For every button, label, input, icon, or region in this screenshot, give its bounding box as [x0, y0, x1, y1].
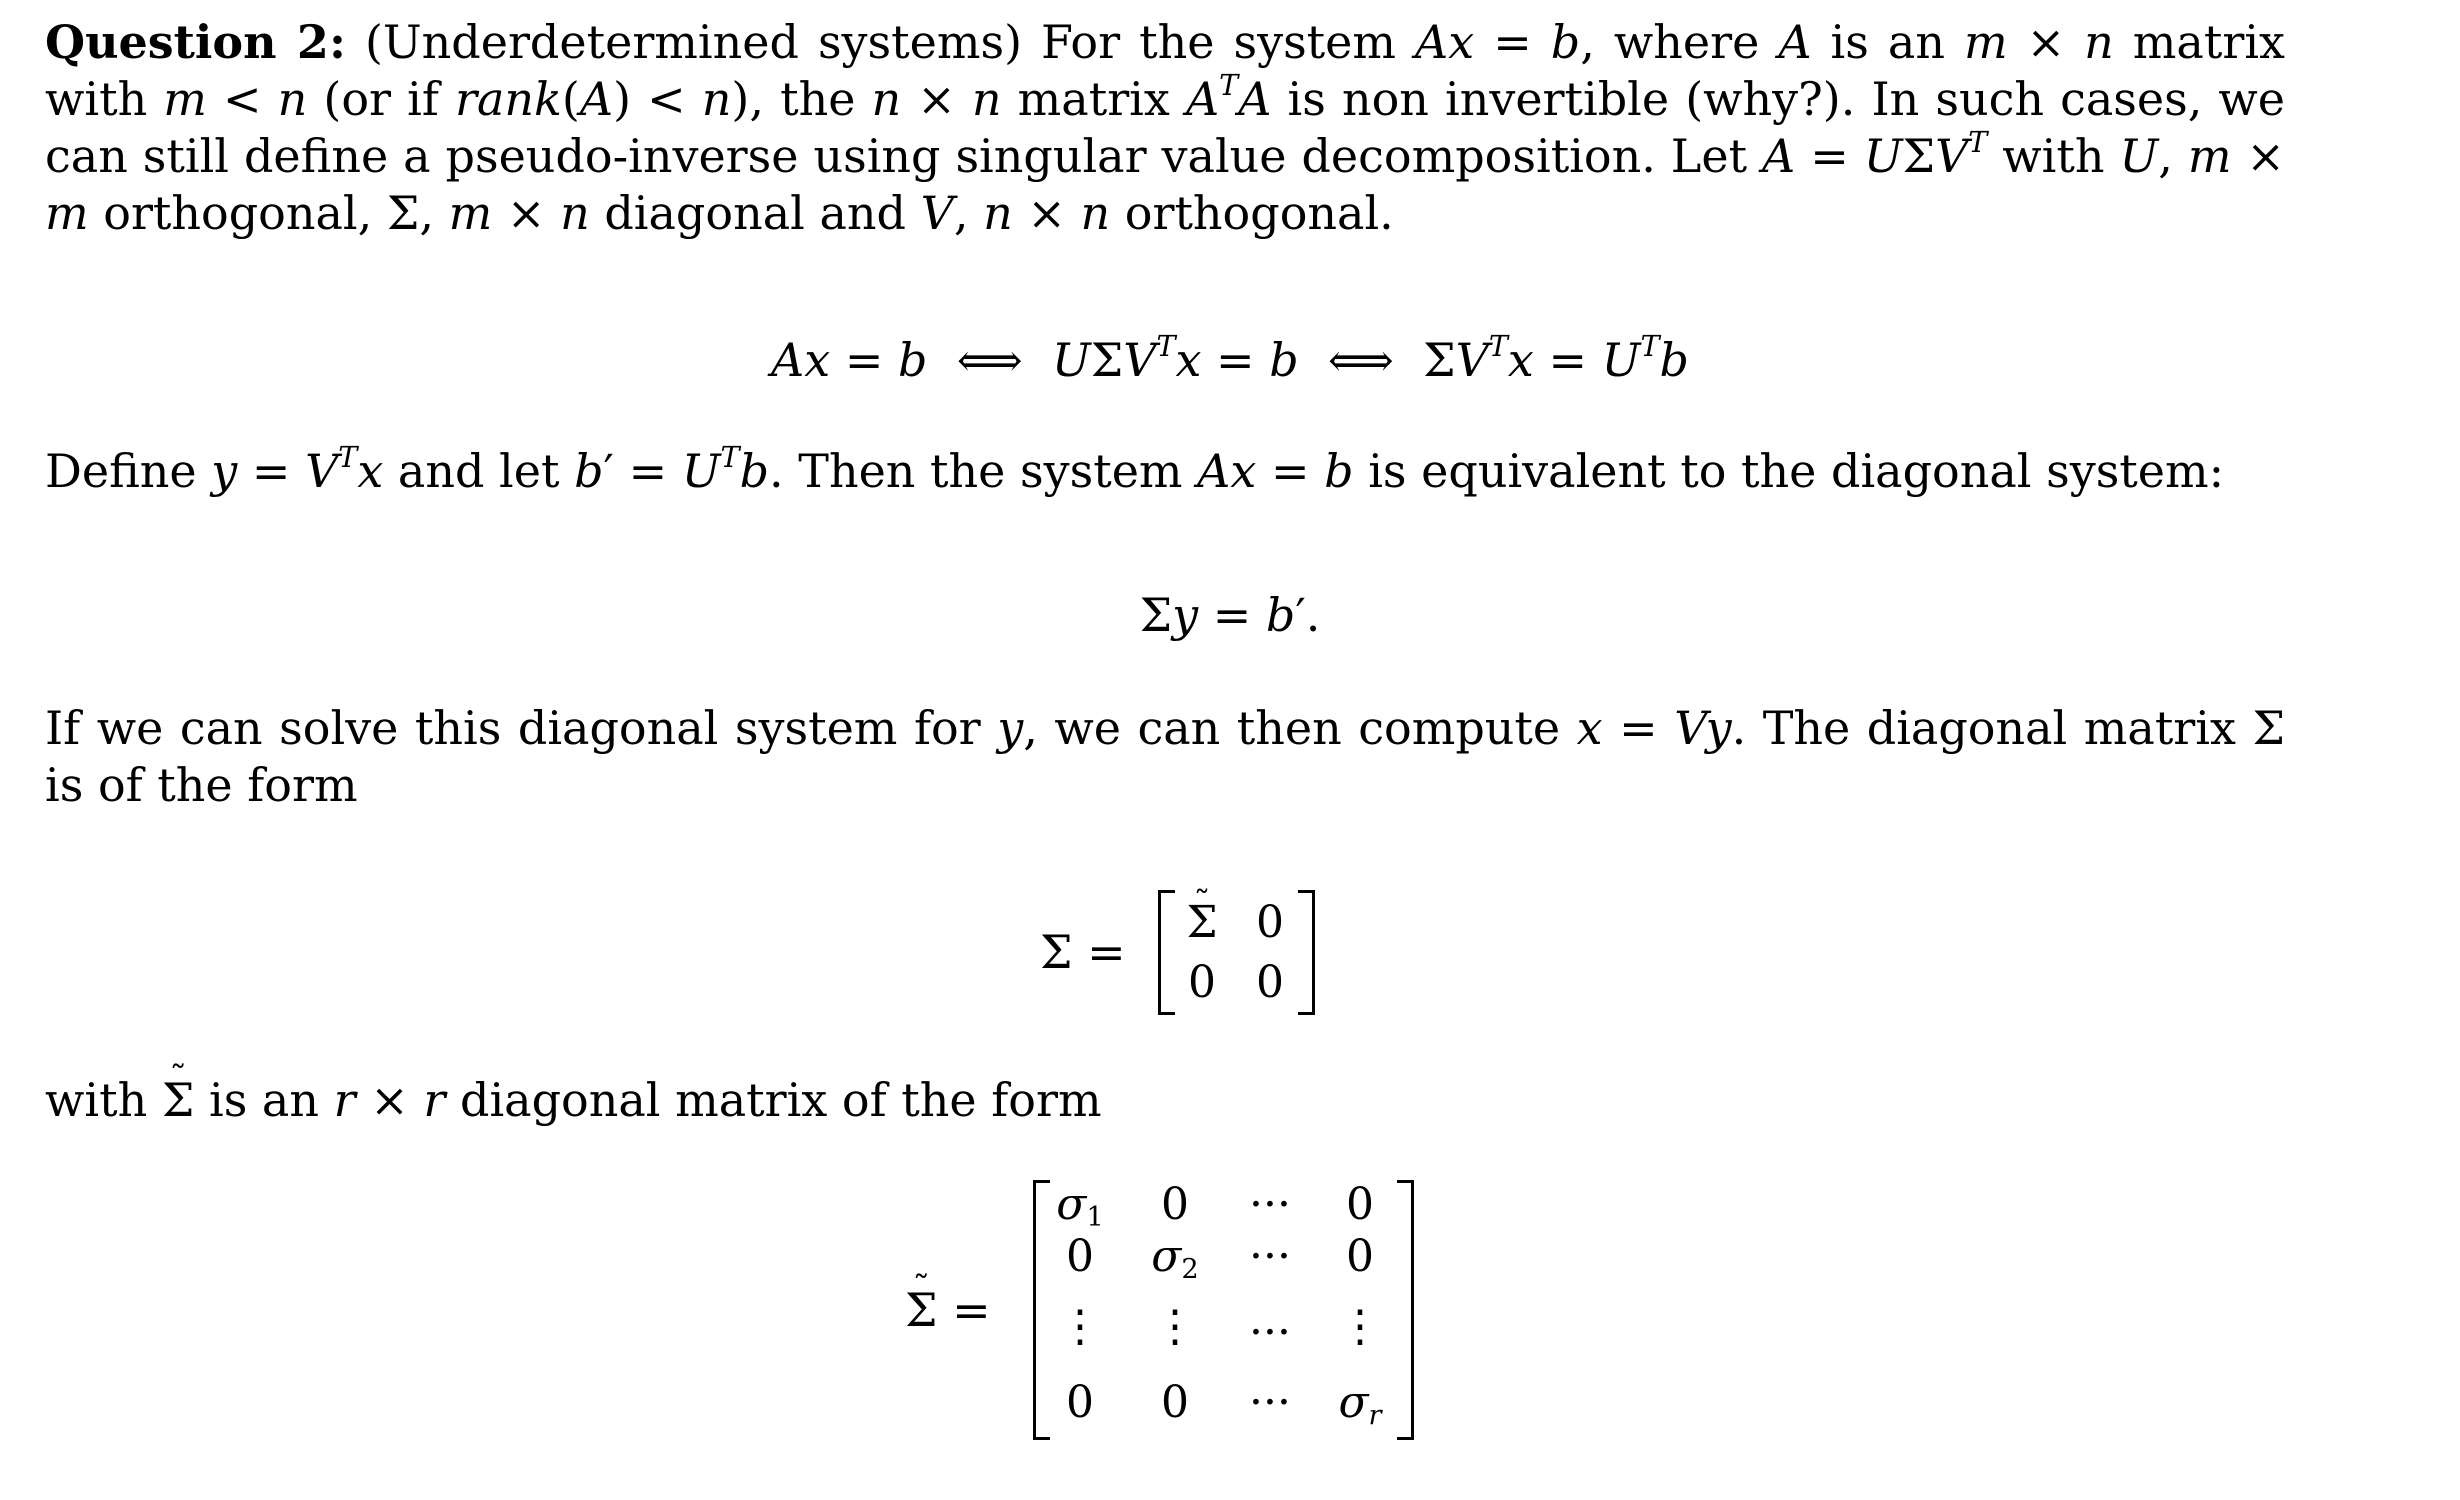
matrix-cell: 0 — [1256, 957, 1284, 1008]
equivalence-chain-equation: Ax = b ⟺ $U\Sigma V^Tx = b$ ⟺ $\Sigma V^Tx = U^Tb$ — [771, 330, 1689, 387]
sigma-tilde-lhs: ˜ Σ = — [905, 1280, 991, 1340]
sigma-lhs: Σ = — [1040, 925, 1126, 979]
solve-paragraph: If we can solve this diagonal system for y, we can then compute x = Vy. The diagonal matrix Σ is of the form — [45, 701, 2285, 812]
sigma-tilde-matrix — [905, 1180, 1425, 1440]
matrix-cell: ˜ Σ — [1172, 898, 1232, 948]
matrix-cell: 0 — [1188, 957, 1216, 1008]
right-bracket — [1397, 1180, 1414, 1440]
matrix-cell: 0 — [1161, 1179, 1189, 1230]
matrix-cell: 0 — [1161, 1377, 1189, 1428]
matrix-cell: 0 — [1066, 1231, 1094, 1282]
matrix-cell: ··· — [1249, 1307, 1291, 1358]
with-paragraph: with ˜ Σ is an r × r diagonal matrix of the form — [45, 1072, 2285, 1129]
matrix-cell: 0 — [1346, 1179, 1374, 1230]
question-paragraph — [45, 14, 2285, 242]
matrix-cell: ··· — [1249, 1231, 1291, 1282]
matrix-cell: $\sigma_1$ — [1056, 1179, 1104, 1233]
matrix-cell: $\sigma_2$ — [1151, 1231, 1199, 1285]
matrix-cell: 0 — [1066, 1377, 1094, 1428]
question-text: (Underdetermined systems) For the system Ax = b, where A is an m × n matrix with m < n (or if rank(A) < n), the n × n matrix $A^TA$ is non invertible (why?). In such cases, we can still define a pseudo-inverse using singular value decomposition. Let $A = U\Sigma V^T$ with U, m × m orthogonal, Σ, m × n diagonal and V, n × n orthogonal. — [45, 15, 2286, 240]
matrix-cell: ⋮ — [1058, 1301, 1102, 1352]
question-label: Question 2: — [45, 15, 346, 69]
define-paragraph: Define $y = V^Tx$ and let $b' = U^Tb$. Then the system Ax = b is equivalent to the diagonal system: — [45, 441, 2225, 498]
matrix-cell: ⋮ — [1153, 1301, 1197, 1352]
right-bracket — [1298, 890, 1315, 1015]
diagonal-system-equation: Σy = b′. — [1139, 588, 1321, 642]
matrix-cell: ⋮ — [1338, 1301, 1382, 1352]
matrix-cell: 0 — [1346, 1231, 1374, 1282]
matrix-cell: 0 — [1256, 897, 1284, 948]
matrix-cell: ··· — [1249, 1377, 1291, 1428]
sigma-block-matrix — [1040, 890, 1330, 1015]
matrix-cell: ··· — [1249, 1179, 1291, 1230]
matrix-cell: $\sigma_r$ — [1338, 1377, 1382, 1431]
